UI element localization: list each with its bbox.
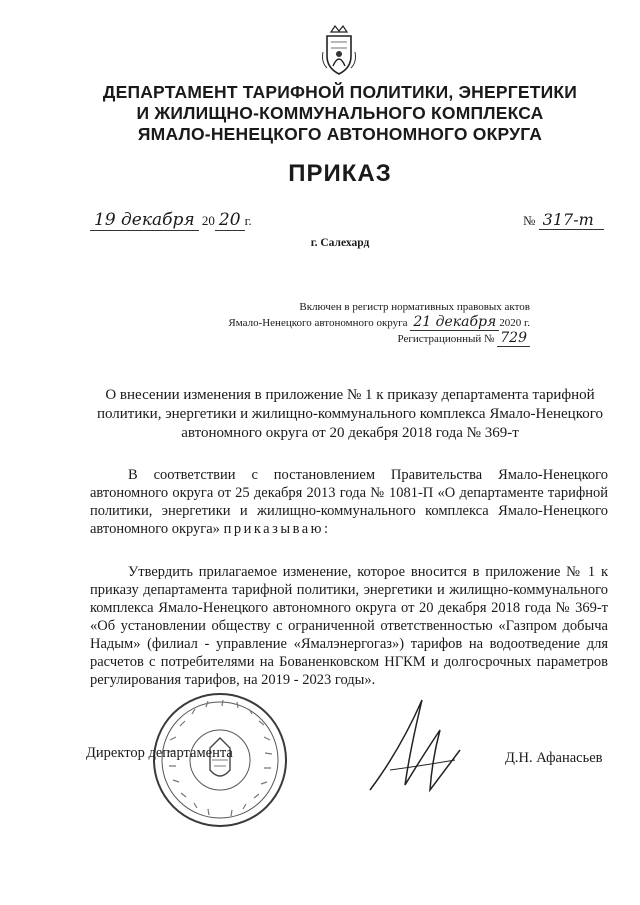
year-suffix: г. — [244, 213, 252, 228]
registry-line-3: Регистрационный № 729 — [150, 331, 530, 347]
signer-name: Д.Н. Афанасьев — [505, 750, 603, 766]
preamble-text: В соответствии с постановлением Правительства Ямало-Ненецкого автономного округа от 25 декабря 2013 года № 1081-П «О департаменте тарифной политики, энергетики и жилищно-коммунального комплекса Ямало-Ненецкого автономного округа» — [90, 467, 608, 537]
registry-note — [150, 300, 530, 347]
registry-date-handwritten: 21 декабря — [410, 314, 499, 331]
date-handwritten: 19 декабря — [90, 210, 199, 231]
order-word: приказываю: — [223, 521, 331, 537]
number-handwritten: 317-т — [539, 210, 604, 230]
registry-line-2: Ямало-Ненецкого автономного округа 21 декабря 2020 г. — [228, 314, 530, 330]
resolution-paragraph: Утвердить прилагаемое изменение, которое вносится в приложение № 1 к приказу департамента тарифной политики, энергетики и жилищно-коммунального комплекса Ямало-Ненецкого автономного округа от 20 декабря 2018 года № 369-т «Об установлении обществу с ограниченной ответственностью «Газпром добыча Надым» (филиал - управление «Ямалэнергогаз») тарифов на водоотведение для расчетов с потребителями на Бованенковском НГКМ и долгосрочных параметров регулирования тарифов, на 2019 - 2023 годы». — [90, 564, 608, 688]
number-label: № — [523, 213, 536, 228]
department-name — [60, 82, 620, 145]
document-type: ПРИКАЗ — [288, 160, 392, 187]
registry-line-1: Включен в регистр нормативных правовых актов — [299, 301, 530, 313]
preamble-paragraph — [90, 466, 608, 538]
department-line-1: ДЕПАРТАМЕНТ ТАРИФНОЙ ПОЛИТИКИ, ЭНЕРГЕТИКИ — [102, 82, 578, 102]
department-line-3: ЯМАЛО-НЕНЕЦКОГО АВТОНОМНОГО ОКРУГА — [137, 124, 543, 144]
year-prefix: 20 — [201, 213, 215, 228]
director-position: Директор департамента — [86, 745, 233, 761]
order-number — [523, 210, 604, 229]
registry-number-handwritten: 729 — [497, 330, 530, 347]
handwritten-signature — [360, 690, 480, 800]
year-handwritten: 20 — [215, 210, 245, 231]
order-date — [90, 210, 252, 230]
order-subject: О внесении изменения в приложение № 1 к приказу департамента тарифной политики, энергетики и жилищно-коммунального комплекса Ямало-Ненецкого автономного округа от 20 декабря 2018 года № 369-т — [96, 387, 604, 441]
city: г. Салехард — [310, 237, 370, 249]
department-line-2: И ЖИЛИЩНО-КОММУНАЛЬНОГО КОМПЛЕКСА — [136, 103, 544, 123]
coat-of-arms-emblem — [319, 22, 359, 78]
